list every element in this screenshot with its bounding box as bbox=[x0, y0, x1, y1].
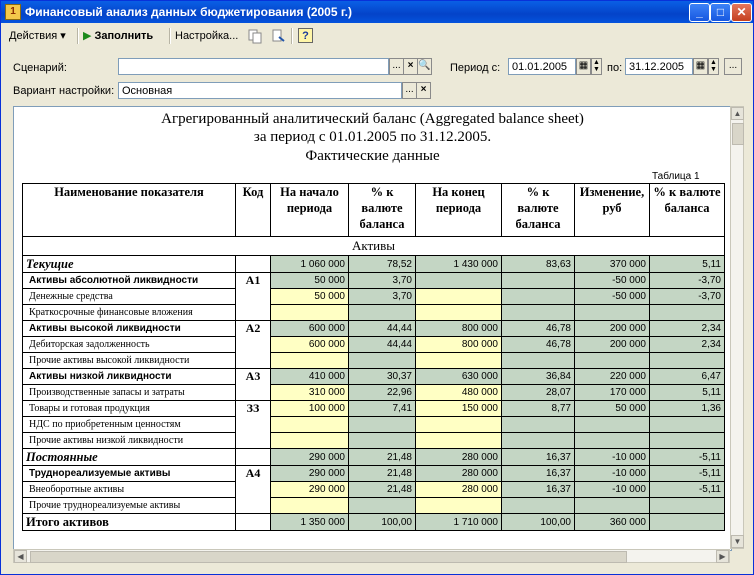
value-cell bbox=[502, 353, 575, 369]
value-cell: 100 000 bbox=[271, 401, 349, 417]
value-cell bbox=[416, 417, 502, 433]
value-cell bbox=[271, 498, 349, 514]
value-cell bbox=[416, 433, 502, 449]
value-cell: 21,48 bbox=[349, 482, 416, 498]
row-name: НДС по приобретенным ценностям bbox=[23, 417, 236, 433]
table-row bbox=[23, 256, 725, 273]
value-cell: 21,48 bbox=[349, 466, 416, 482]
value-cell bbox=[416, 305, 502, 321]
header-cell: Код bbox=[236, 184, 271, 237]
row-name: Прочие труднореализуемые активы bbox=[23, 498, 236, 514]
value-cell: 2,34 bbox=[650, 321, 725, 337]
scroll-up-icon[interactable]: ▲ bbox=[731, 107, 744, 120]
value-cell: 280 000 bbox=[416, 482, 502, 498]
value-cell bbox=[650, 417, 725, 433]
value-cell bbox=[416, 353, 502, 369]
period-to-label: по: bbox=[607, 62, 623, 74]
actions-menu[interactable] bbox=[9, 27, 66, 45]
value-cell: 290 000 bbox=[271, 482, 349, 498]
table-row bbox=[23, 401, 725, 417]
value-cell: -10 000 bbox=[575, 466, 650, 482]
calendar-icon[interactable]: ▦ bbox=[693, 58, 708, 75]
table-row bbox=[23, 449, 725, 466]
report-title: Агрегированный аналитический баланс (Aggregated balance sheet) bbox=[161, 111, 584, 127]
toolbar-separator bbox=[291, 28, 293, 44]
minimize-button[interactable]: _ bbox=[689, 3, 710, 22]
variant-select-button[interactable]: ... bbox=[402, 82, 417, 99]
period-to-input[interactable]: 31.12.2005 bbox=[625, 58, 693, 75]
row-name: Внеоборотные активы bbox=[23, 482, 236, 498]
value-cell bbox=[416, 498, 502, 514]
vertical-scrollbar[interactable] bbox=[730, 106, 744, 549]
row-name: Производственные запасы и затраты bbox=[23, 385, 236, 401]
value-cell: 800 000 bbox=[416, 321, 502, 337]
scroll-thumb[interactable] bbox=[732, 123, 744, 145]
value-cell: 7,41 bbox=[349, 401, 416, 417]
value-cell bbox=[575, 417, 650, 433]
value-cell: 1,36 bbox=[650, 401, 725, 417]
section-row bbox=[23, 237, 725, 256]
value-cell bbox=[502, 417, 575, 433]
table-row bbox=[23, 289, 725, 305]
header-cell: % к валюте баланса bbox=[502, 184, 575, 237]
value-cell: 30,37 bbox=[349, 369, 416, 385]
value-cell: 150 000 bbox=[416, 401, 502, 417]
row-name: Товары и готовая продукция bbox=[23, 401, 236, 417]
row-code: А2 bbox=[236, 321, 271, 369]
header-cell: % к валюте баланса bbox=[650, 184, 725, 237]
value-cell bbox=[502, 289, 575, 305]
table-caption: Таблица 1 bbox=[652, 171, 700, 182]
value-cell: 3,70 bbox=[349, 273, 416, 289]
variant-clear-icon[interactable]: × bbox=[416, 82, 431, 99]
row-name: Активы высокой ликвидности bbox=[23, 321, 236, 337]
header-cell: На начало периода bbox=[271, 184, 349, 237]
scenario-search-icon[interactable]: 🔍 bbox=[417, 58, 432, 75]
horizontal-scrollbar[interactable] bbox=[13, 549, 730, 563]
value-cell: 21,48 bbox=[349, 449, 416, 466]
toolbar-separator bbox=[77, 28, 79, 44]
row-name: Дебиторская задолженность bbox=[23, 337, 236, 353]
value-cell: 480 000 bbox=[416, 385, 502, 401]
value-cell bbox=[502, 498, 575, 514]
value-cell: 46,78 bbox=[502, 337, 575, 353]
value-cell: -10 000 bbox=[575, 482, 650, 498]
refresh-icon[interactable] bbox=[270, 28, 286, 44]
value-cell: 630 000 bbox=[416, 369, 502, 385]
scroll-right-icon[interactable]: ▶ bbox=[716, 550, 729, 563]
table-row bbox=[23, 369, 725, 385]
calendar-icon[interactable]: ▦ bbox=[576, 58, 591, 75]
value-cell bbox=[650, 514, 725, 531]
row-name: Итого активов bbox=[23, 514, 236, 531]
settings-button[interactable] bbox=[175, 27, 238, 45]
row-code: А3 bbox=[236, 369, 271, 401]
row-code: А4 bbox=[236, 466, 271, 514]
value-cell bbox=[349, 433, 416, 449]
row-code bbox=[236, 449, 271, 466]
scroll-thumb[interactable] bbox=[30, 551, 627, 563]
fill-label: Заполнить bbox=[94, 30, 154, 42]
table-row bbox=[23, 433, 725, 449]
value-cell: 600 000 bbox=[271, 321, 349, 337]
row-code bbox=[236, 514, 271, 531]
report-period: за период с 01.01.2005 по 31.12.2005. bbox=[253, 129, 492, 145]
header-cell: Изменение, руб bbox=[575, 184, 650, 237]
value-cell: 8,77 bbox=[502, 401, 575, 417]
table-row bbox=[23, 321, 725, 337]
value-cell: 200 000 bbox=[575, 337, 650, 353]
value-cell bbox=[575, 305, 650, 321]
value-cell: -50 000 bbox=[575, 273, 650, 289]
value-cell: -5,11 bbox=[650, 449, 725, 466]
table-row bbox=[23, 305, 725, 321]
title-bar bbox=[1, 1, 753, 23]
period-from-input[interactable]: 01.01.2005 bbox=[508, 58, 576, 75]
table-row bbox=[23, 273, 725, 289]
header-cell: Наименование показателя bbox=[23, 184, 236, 237]
report-spreadsheet[interactable] bbox=[13, 106, 732, 551]
value-cell: 28,07 bbox=[502, 385, 575, 401]
value-cell: 5,11 bbox=[650, 385, 725, 401]
settings-label: Настройка... bbox=[175, 30, 239, 42]
value-cell bbox=[502, 305, 575, 321]
row-name: Постоянные bbox=[23, 449, 236, 466]
scroll-down-icon[interactable]: ▼ bbox=[731, 535, 744, 548]
value-cell: 50 000 bbox=[271, 289, 349, 305]
value-cell: 410 000 bbox=[271, 369, 349, 385]
actions-label: Действия bbox=[9, 30, 58, 42]
value-cell: 1 710 000 bbox=[416, 514, 502, 531]
value-cell: 1 060 000 bbox=[271, 256, 349, 273]
window-title: Финансовый анализ данных бюджетирования (2005 г.) bbox=[25, 5, 352, 19]
value-cell: 1 350 000 bbox=[271, 514, 349, 531]
value-cell: 1 430 000 bbox=[416, 256, 502, 273]
value-cell bbox=[650, 498, 725, 514]
value-cell bbox=[575, 353, 650, 369]
row-code: А1 bbox=[236, 273, 271, 321]
value-cell: 360 000 bbox=[575, 514, 650, 531]
value-cell bbox=[271, 305, 349, 321]
row-name: Труднореализуемые активы bbox=[23, 466, 236, 482]
row-name: Денежные средства bbox=[23, 289, 236, 305]
copy-icon[interactable] bbox=[247, 28, 263, 44]
toolbar-separator bbox=[169, 28, 171, 44]
value-cell: 78,52 bbox=[349, 256, 416, 273]
table-body bbox=[23, 237, 725, 531]
value-cell: -5,11 bbox=[650, 466, 725, 482]
value-cell: 800 000 bbox=[416, 337, 502, 353]
variant-label: Вариант настройки: bbox=[13, 85, 115, 97]
value-cell: 2,34 bbox=[650, 337, 725, 353]
value-cell: 600 000 bbox=[271, 337, 349, 353]
value-cell bbox=[575, 498, 650, 514]
value-cell: 280 000 bbox=[416, 466, 502, 482]
value-cell: 370 000 bbox=[575, 256, 650, 273]
value-cell: -50 000 bbox=[575, 289, 650, 305]
value-cell bbox=[575, 433, 650, 449]
table-row bbox=[23, 385, 725, 401]
value-cell bbox=[502, 433, 575, 449]
value-cell: 44,44 bbox=[349, 337, 416, 353]
table-row bbox=[23, 482, 725, 498]
table-row bbox=[23, 353, 725, 369]
table-row bbox=[23, 514, 725, 531]
value-cell: 16,37 bbox=[502, 482, 575, 498]
period-select-button[interactable]: ... bbox=[724, 58, 742, 75]
table-row bbox=[23, 498, 725, 514]
value-cell: 310 000 bbox=[271, 385, 349, 401]
scenario-clear-icon[interactable]: × bbox=[403, 58, 418, 75]
scenario-input[interactable] bbox=[118, 58, 389, 75]
value-cell: 22,96 bbox=[349, 385, 416, 401]
value-cell: 170 000 bbox=[575, 385, 650, 401]
value-cell: -3,70 bbox=[650, 289, 725, 305]
close-button[interactable]: ✕ bbox=[731, 3, 752, 22]
help-icon[interactable]: ? bbox=[298, 28, 313, 43]
value-cell: 44,44 bbox=[349, 321, 416, 337]
header-row bbox=[23, 184, 725, 237]
balance-table bbox=[22, 183, 725, 531]
scroll-left-icon[interactable]: ◀ bbox=[14, 550, 27, 563]
value-cell: 83,63 bbox=[502, 256, 575, 273]
value-cell: 36,84 bbox=[502, 369, 575, 385]
value-cell: 200 000 bbox=[575, 321, 650, 337]
table-row bbox=[23, 417, 725, 433]
value-cell: 3,70 bbox=[349, 289, 416, 305]
row-name: Активы абсолютной ликвидности bbox=[23, 273, 236, 289]
scenario-select-button[interactable]: ... bbox=[389, 58, 404, 75]
app-icon: 1 bbox=[5, 4, 21, 20]
value-cell bbox=[349, 417, 416, 433]
value-cell bbox=[349, 353, 416, 369]
row-name: Активы низкой ликвидности bbox=[23, 369, 236, 385]
value-cell bbox=[416, 273, 502, 289]
row-name: Текущие bbox=[23, 256, 236, 273]
value-cell bbox=[416, 289, 502, 305]
report-subtitle: Фактические данные bbox=[305, 148, 440, 164]
value-cell bbox=[650, 433, 725, 449]
row-name: Прочие активы высокой ликвидности bbox=[23, 353, 236, 369]
value-cell bbox=[650, 305, 725, 321]
section-title: Активы bbox=[23, 237, 725, 256]
header-cell: На конец периода bbox=[416, 184, 502, 237]
header-cell: % к валюте баланса bbox=[349, 184, 416, 237]
value-cell bbox=[349, 305, 416, 321]
value-cell bbox=[271, 417, 349, 433]
value-cell bbox=[271, 353, 349, 369]
value-cell: -10 000 bbox=[575, 449, 650, 466]
value-cell: 290 000 bbox=[271, 449, 349, 466]
value-cell bbox=[271, 433, 349, 449]
play-icon: ▶ bbox=[83, 30, 92, 42]
scenario-label: Сценарий: bbox=[13, 62, 67, 74]
dropdown-arrow-icon: ▾ bbox=[60, 30, 66, 42]
row-name: Прочие активы низкой ликвидности bbox=[23, 433, 236, 449]
period-to-spinner[interactable]: ▲ ▼ bbox=[708, 58, 719, 75]
period-from-label: Период с: bbox=[450, 62, 501, 74]
row-code bbox=[236, 256, 271, 273]
value-cell bbox=[650, 353, 725, 369]
fill-button[interactable] bbox=[83, 27, 153, 45]
row-code: ЗЗ bbox=[236, 401, 271, 449]
value-cell: -3,70 bbox=[650, 273, 725, 289]
period-from-spinner[interactable]: ▲ ▼ bbox=[591, 58, 602, 75]
value-cell: 16,37 bbox=[502, 466, 575, 482]
value-cell: 50 000 bbox=[271, 273, 349, 289]
value-cell: 5,11 bbox=[650, 256, 725, 273]
value-cell: 6,47 bbox=[650, 369, 725, 385]
row-name: Краткосрочные финансовые вложения bbox=[23, 305, 236, 321]
value-cell: 46,78 bbox=[502, 321, 575, 337]
value-cell: 290 000 bbox=[271, 466, 349, 482]
value-cell: 100,00 bbox=[349, 514, 416, 531]
value-cell: 220 000 bbox=[575, 369, 650, 385]
table-row bbox=[23, 466, 725, 482]
maximize-button[interactable]: □ bbox=[710, 3, 731, 22]
value-cell: 16,37 bbox=[502, 449, 575, 466]
value-cell: 50 000 bbox=[575, 401, 650, 417]
value-cell bbox=[502, 273, 575, 289]
toolbar bbox=[3, 25, 751, 47]
value-cell: 100,00 bbox=[502, 514, 575, 531]
variant-input[interactable]: Основная bbox=[118, 82, 402, 99]
value-cell: -5,11 bbox=[650, 482, 725, 498]
table-row bbox=[23, 337, 725, 353]
value-cell: 280 000 bbox=[416, 449, 502, 466]
value-cell bbox=[349, 498, 416, 514]
